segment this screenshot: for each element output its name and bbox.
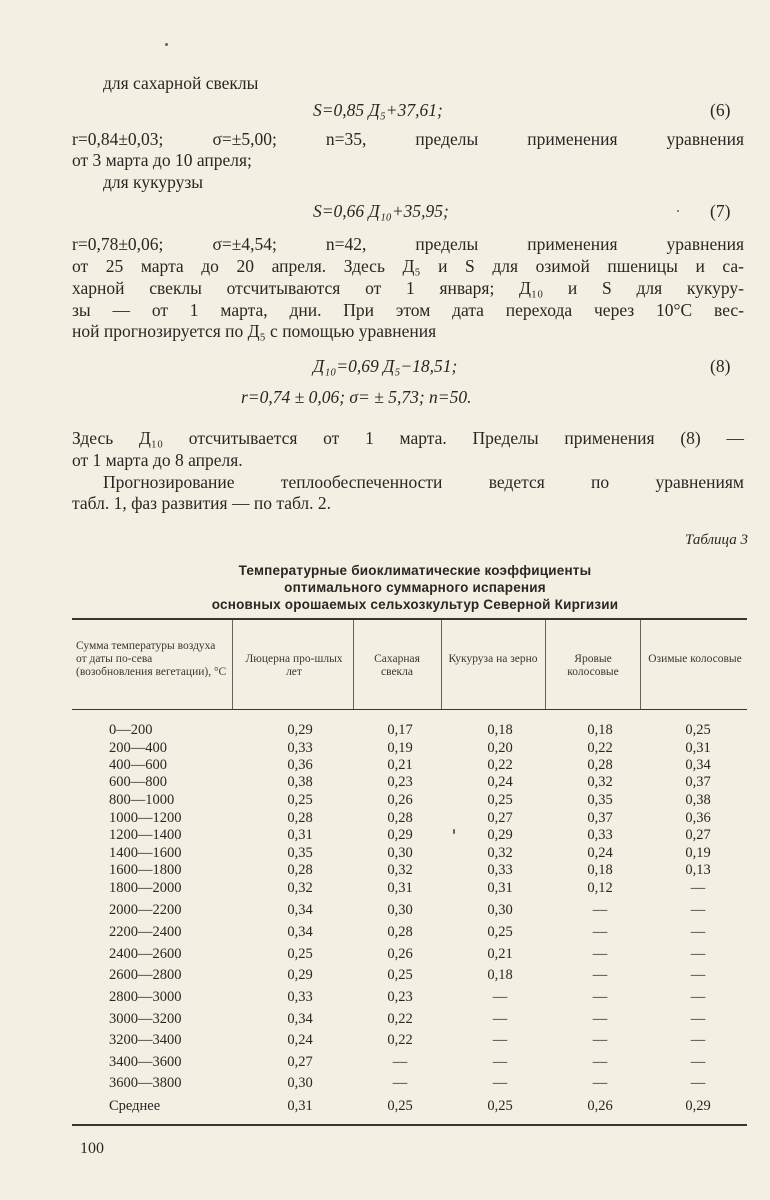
value-cell: — <box>690 946 706 962</box>
value-cell: — <box>690 1054 706 1070</box>
value-cell: 0,35 <box>287 845 313 861</box>
value-cell: — <box>592 946 608 962</box>
row-range-cell: 2200—2400 <box>109 924 182 940</box>
value-cell: 0,29 <box>287 722 313 738</box>
value-cell: 0,33 <box>587 827 613 843</box>
value-cell: 0,18 <box>587 862 613 878</box>
value-cell: 0,29 <box>287 967 313 983</box>
value-cell: — <box>690 880 706 896</box>
value-cell: — <box>492 989 508 1005</box>
text-line: r=0,78±0,06; σ=±4,54; n=42, пределы применения уравнения <box>72 234 744 254</box>
value-cell: 0,34 <box>287 1011 313 1027</box>
text-line: от 1 марта до 8 апреля. <box>72 450 243 470</box>
equation-stats: r=0,74 ± 0,06; σ= ± 5,73; n=50. <box>241 387 472 407</box>
value-cell: 0,32 <box>587 774 613 790</box>
row-range-cell: Среднее <box>109 1098 161 1114</box>
speck <box>453 829 455 834</box>
value-cell: 0,29 <box>387 827 413 843</box>
value-cell: — <box>492 1011 508 1027</box>
value-cell: — <box>592 902 608 918</box>
value-cell: — <box>690 1032 706 1048</box>
value-cell: 0,32 <box>487 845 513 861</box>
row-range-cell: 3000—3200 <box>109 1011 182 1027</box>
row-range-cell: 0—200 <box>109 722 153 738</box>
value-cell: — <box>592 1032 608 1048</box>
value-cell: 0,28 <box>387 924 413 940</box>
column-divider <box>232 620 233 709</box>
value-cell: — <box>592 1011 608 1027</box>
value-cell: — <box>592 967 608 983</box>
table-title-line: основных орошаемых сельхозкультур Северной Киргизии <box>211 597 619 612</box>
text-line: для сахарной свеклы <box>103 73 259 93</box>
value-cell: 0,32 <box>387 862 413 878</box>
value-cell: 0,23 <box>387 774 413 790</box>
value-cell: — <box>492 1054 508 1070</box>
value-cell: 0,13 <box>685 862 711 878</box>
table-bottom-rule <box>72 1124 747 1126</box>
value-cell: 0,27 <box>287 1054 313 1070</box>
row-range-cell: 1600—1800 <box>109 862 182 878</box>
column-divider <box>640 620 641 709</box>
header-winter-cereals: Озимые колосовые <box>648 653 742 665</box>
header-maize: Кукуруза на зерно <box>448 653 538 665</box>
value-cell: — <box>690 902 706 918</box>
value-cell: — <box>690 1011 706 1027</box>
equation-number: (6) <box>710 100 731 120</box>
value-cell: 0,21 <box>487 946 513 962</box>
value-cell: — <box>392 1075 408 1091</box>
row-range-cell: 2800—3000 <box>109 989 182 1005</box>
text-line: от 3 марта до 10 апреля; <box>72 150 252 170</box>
value-cell: 0,26 <box>587 1098 613 1114</box>
value-cell: — <box>690 1075 706 1091</box>
value-cell: 0,28 <box>587 757 613 773</box>
value-cell: 0,22 <box>387 1011 413 1027</box>
value-cell: — <box>690 924 706 940</box>
value-cell: — <box>690 967 706 983</box>
value-cell: 0,38 <box>287 774 313 790</box>
value-cell: 0,30 <box>387 845 413 861</box>
value-cell: 0,12 <box>587 880 613 896</box>
table-top-rule <box>72 618 747 620</box>
row-range-cell: 2000—2200 <box>109 902 182 918</box>
value-cell: 0,35 <box>587 792 613 808</box>
row-range-cell: 1800—2000 <box>109 880 182 896</box>
value-cell: 0,31 <box>487 880 513 896</box>
value-cell: 0,25 <box>487 924 513 940</box>
value-cell: 0,25 <box>487 1098 513 1114</box>
value-cell: 0,25 <box>685 722 711 738</box>
text-line: r=0,84±0,03; σ=±5,00; n=35, пределы применения уравнения <box>72 129 744 149</box>
equation-number: (8) <box>710 356 731 376</box>
value-cell: 0,34 <box>287 924 313 940</box>
value-cell: 0,18 <box>487 722 513 738</box>
text-line: зы — от 1 марта, дни. При этом дата перехода через 10°С вес- <box>72 300 744 320</box>
value-cell: 0,19 <box>685 845 711 861</box>
value-cell: — <box>592 989 608 1005</box>
value-cell: 0,20 <box>487 740 513 756</box>
value-cell: 0,27 <box>487 810 513 826</box>
value-cell: 0,36 <box>685 810 711 826</box>
header-spring-cereals: Яровые колосовые <box>567 653 619 678</box>
value-cell: 0,26 <box>387 946 413 962</box>
table-header-rule <box>72 709 747 710</box>
column-divider <box>353 620 354 709</box>
text-line: табл. 1, фаз развития — по табл. 2. <box>72 493 332 513</box>
value-cell: 0,28 <box>287 810 313 826</box>
value-cell: 0,25 <box>287 946 313 962</box>
row-range-cell: 1000—1200 <box>109 810 182 826</box>
value-cell: 0,33 <box>287 740 313 756</box>
equation-7: S=0,66 Д₁₀+35,95; <box>313 201 449 221</box>
value-cell: 0,28 <box>387 810 413 826</box>
value-cell: — <box>592 1054 608 1070</box>
value-cell: 0,17 <box>387 722 413 738</box>
value-cell: 0,23 <box>387 989 413 1005</box>
value-cell: 0,33 <box>487 862 513 878</box>
value-cell: 0,26 <box>387 792 413 808</box>
column-divider <box>441 620 442 709</box>
header-temperature-sum: Сумма температуры воздуха от даты по-сева (возобновления вегетации), °С <box>76 640 227 678</box>
speck <box>165 43 168 46</box>
row-range-cell: 3200—3400 <box>109 1032 182 1048</box>
row-range-cell: 3600—3800 <box>109 1075 182 1091</box>
row-range-cell: 800—1000 <box>109 792 175 808</box>
row-range-cell: 400—600 <box>109 757 167 773</box>
header-lucerne: Люцерна про-шлых лет <box>245 653 343 678</box>
text-line: для кукурузы <box>103 172 204 192</box>
table-title-line: Температурные биоклиматические коэффициенты <box>238 563 592 578</box>
value-cell: 0,30 <box>287 1075 313 1091</box>
value-cell: 0,25 <box>487 792 513 808</box>
value-cell: — <box>492 1075 508 1091</box>
value-cell: 0,22 <box>587 740 613 756</box>
value-cell: 0,31 <box>387 880 413 896</box>
value-cell: — <box>392 1054 408 1070</box>
value-cell: 0,24 <box>287 1032 313 1048</box>
value-cell: 0,18 <box>487 967 513 983</box>
value-cell: 0,30 <box>487 902 513 918</box>
value-cell: 0,25 <box>287 792 313 808</box>
value-cell: 0,18 <box>587 722 613 738</box>
text-line: Здесь Д₁₀ отсчитывается от 1 марта. Пределы применения (8) — <box>72 428 744 448</box>
text-line: харной свеклы отсчитываются от 1 января; Д₁₀ и S для кукуру- <box>72 278 744 298</box>
text-line: Прогнозирование теплообеспеченности ведется по уравнениям <box>103 472 744 492</box>
page-number: 100 <box>80 1140 104 1157</box>
row-range-cell: 3400—3600 <box>109 1054 182 1070</box>
text-line: ной прогнозируется по Д₅ с помощью уравнения <box>72 321 437 341</box>
value-cell: 0,31 <box>287 827 313 843</box>
value-cell: — <box>592 1075 608 1091</box>
equation-8: Д₁₀=0,69 Д₅−18,51; <box>313 356 458 376</box>
value-cell: 0,29 <box>685 1098 711 1114</box>
value-cell: — <box>592 924 608 940</box>
value-cell: 0,28 <box>287 862 313 878</box>
value-cell: 0,24 <box>487 774 513 790</box>
value-cell: 0,29 <box>487 827 513 843</box>
row-range-cell: 2600—2800 <box>109 967 182 983</box>
value-cell: — <box>492 1032 508 1048</box>
value-cell: 0,31 <box>287 1098 313 1114</box>
value-cell: 0,22 <box>387 1032 413 1048</box>
value-cell: 0,36 <box>287 757 313 773</box>
row-range-cell: 2400—2600 <box>109 946 182 962</box>
speck <box>677 210 679 212</box>
value-cell: 0,19 <box>387 740 413 756</box>
equation-number: (7) <box>710 201 731 221</box>
text-line: от 25 марта до 20 апреля. Здесь Д₅ и S для озимой пшеницы и са- <box>72 256 744 276</box>
value-cell: 0,33 <box>287 989 313 1005</box>
value-cell: — <box>690 989 706 1005</box>
row-range-cell: 1400—1600 <box>109 845 182 861</box>
row-range-cell: 600—800 <box>109 774 167 790</box>
value-cell: 0,24 <box>587 845 613 861</box>
value-cell: 0,25 <box>387 967 413 983</box>
value-cell: 0,37 <box>587 810 613 826</box>
row-range-cell: 200—400 <box>109 740 167 756</box>
equation-6: S=0,85 Д₅+37,61; <box>313 100 443 120</box>
table-title-line: оптимального суммарного испарения <box>284 580 546 595</box>
value-cell: 0,34 <box>287 902 313 918</box>
value-cell: 0,22 <box>487 757 513 773</box>
header-sugar-beet: Сахарная свекла <box>374 653 420 678</box>
row-range-cell: 1200—1400 <box>109 827 182 843</box>
table-label: Таблица 3 <box>685 532 748 548</box>
value-cell: 0,34 <box>685 757 711 773</box>
value-cell: 0,31 <box>685 740 711 756</box>
value-cell: 0,21 <box>387 757 413 773</box>
value-cell: 0,25 <box>387 1098 413 1114</box>
value-cell: 0,30 <box>387 902 413 918</box>
value-cell: 0,38 <box>685 792 711 808</box>
column-divider <box>545 620 546 709</box>
value-cell: 0,32 <box>287 880 313 896</box>
value-cell: 0,37 <box>685 774 711 790</box>
value-cell: 0,27 <box>685 827 711 843</box>
